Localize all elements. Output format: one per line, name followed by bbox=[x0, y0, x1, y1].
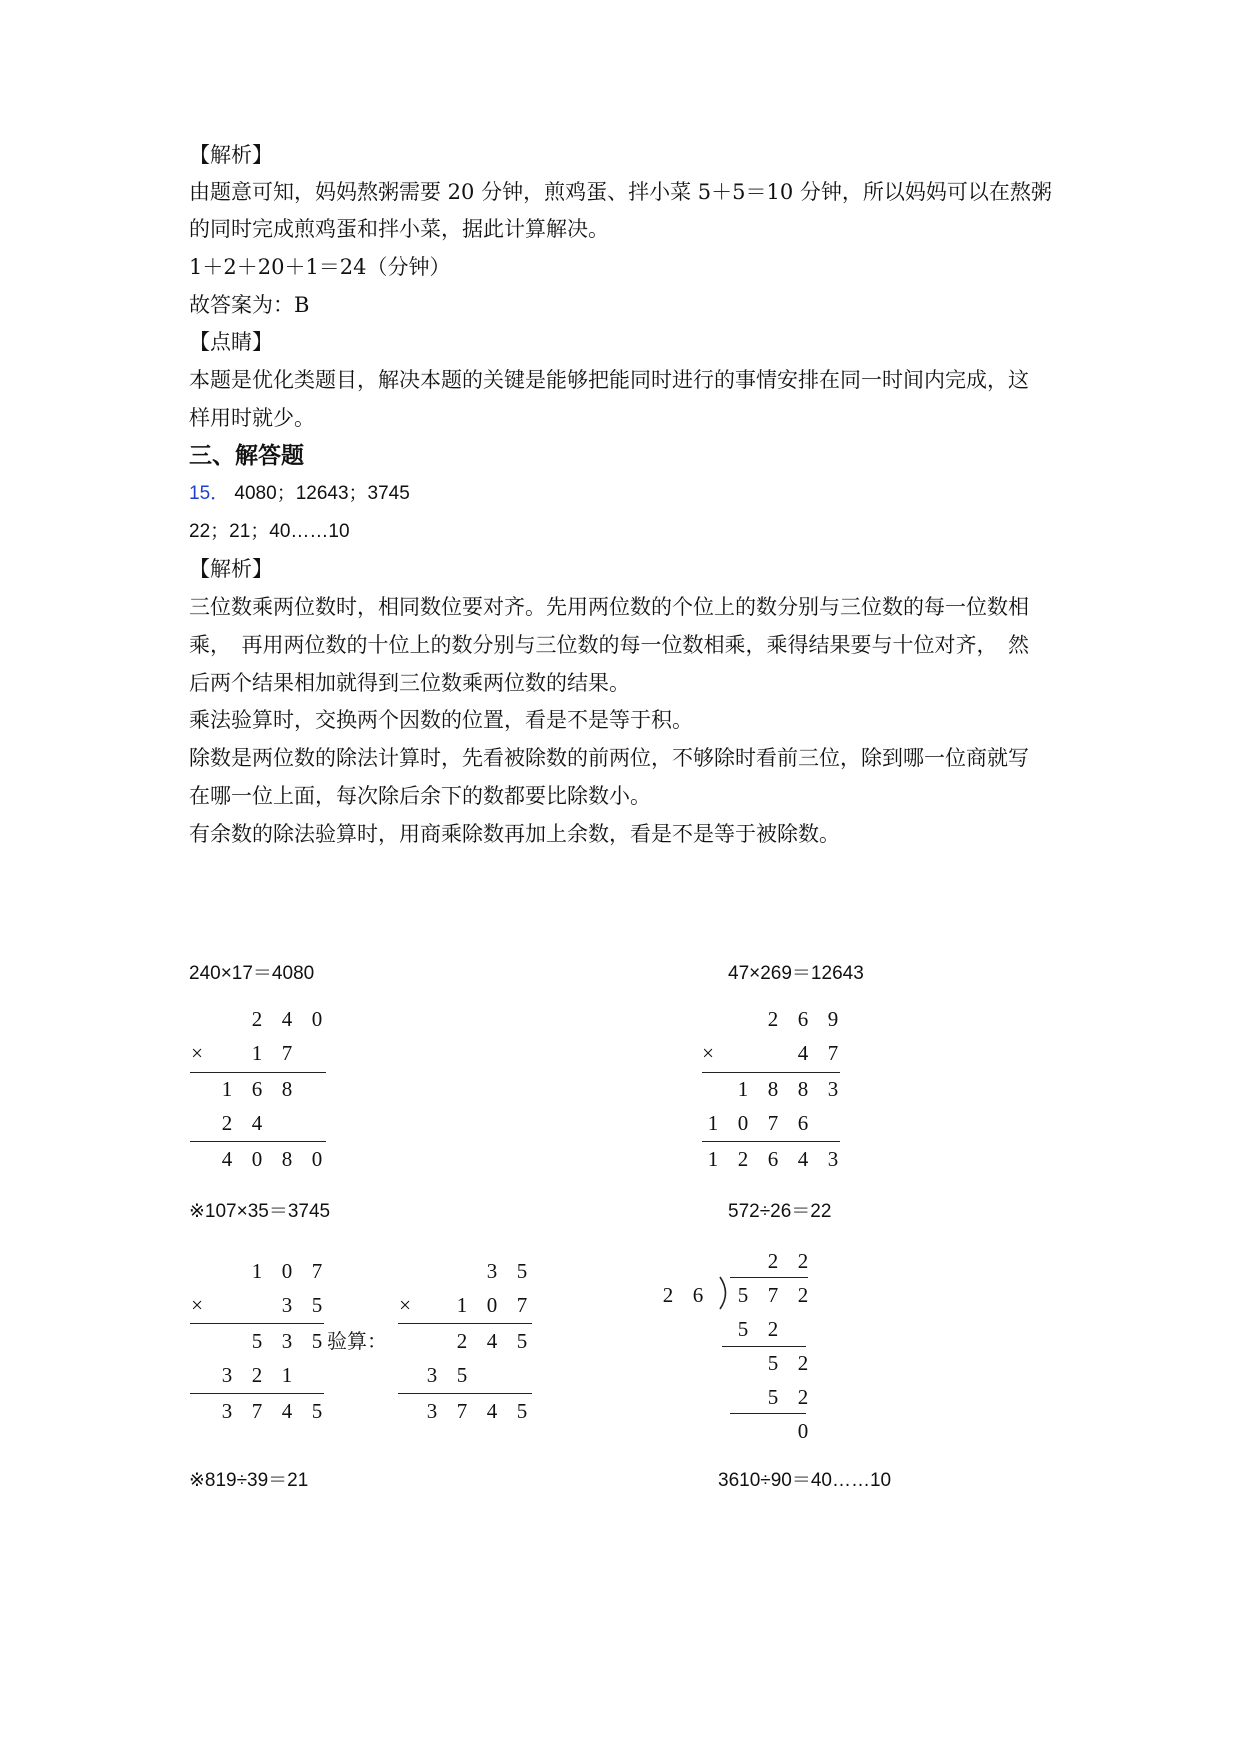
digit: 2 bbox=[797, 1385, 809, 1409]
digit: 5 bbox=[311, 1329, 323, 1353]
question-number: 15． bbox=[189, 483, 230, 504]
calc-title-5: ※819÷39＝21 bbox=[189, 1470, 309, 1491]
digit: 1 bbox=[251, 1041, 263, 1065]
times-sign: × bbox=[191, 1293, 203, 1317]
rule-line bbox=[730, 1413, 806, 1414]
digit: 3 bbox=[426, 1399, 438, 1423]
rule-line bbox=[398, 1393, 532, 1394]
digit: 6 bbox=[767, 1147, 779, 1171]
equation-line: 1＋2＋20＋1＝24（分钟） bbox=[189, 255, 451, 279]
digit: 1 bbox=[456, 1293, 468, 1317]
analysis-text-line-2: 的同时完成煎鸡蛋和拌小菜，据此计算解决。 bbox=[189, 217, 609, 241]
explanation-line-4: 乘法验算时，交换两个因数的位置，看是不是等于积。 bbox=[189, 708, 693, 732]
digit: 5 bbox=[516, 1259, 528, 1283]
quotient-digit: 2 bbox=[767, 1249, 779, 1273]
digit: 8 bbox=[797, 1077, 809, 1101]
digit: 4 bbox=[486, 1399, 498, 1423]
digit: 3 bbox=[281, 1329, 293, 1353]
digit: 3 bbox=[486, 1259, 498, 1283]
digit: 3 bbox=[221, 1363, 233, 1387]
digit: 7 bbox=[767, 1111, 779, 1135]
digit: 4 bbox=[221, 1147, 233, 1171]
explanation-line-6: 在哪一位上面，每次除后余下的数都要比除数小。 bbox=[189, 784, 651, 808]
digit: 3 bbox=[426, 1363, 438, 1387]
rule-line bbox=[190, 1141, 326, 1142]
question-answers-1: 4080；12643；3745 bbox=[234, 483, 410, 504]
digit: 4 bbox=[486, 1329, 498, 1353]
answer-line: 故答案为：B bbox=[189, 293, 310, 317]
calc-title-3: ※107×35＝3745 bbox=[189, 1201, 331, 1222]
digit: 5 bbox=[516, 1329, 528, 1353]
digit: 2 bbox=[797, 1351, 809, 1375]
digit: 7 bbox=[827, 1041, 839, 1065]
digit: 1 bbox=[251, 1259, 263, 1283]
digit: 7 bbox=[516, 1293, 528, 1317]
digit: 7 bbox=[456, 1399, 468, 1423]
digit: 1 bbox=[281, 1363, 293, 1387]
digit: 6 bbox=[251, 1077, 263, 1101]
digit: 0 bbox=[486, 1293, 498, 1317]
section-heading: 三、解答题 bbox=[189, 442, 304, 469]
digit: 0 bbox=[737, 1111, 749, 1135]
calc-title-4: 572÷26＝22 bbox=[728, 1201, 832, 1222]
digit: 0 bbox=[281, 1259, 293, 1283]
comment-text-line-2: 样用时就少。 bbox=[189, 406, 315, 430]
digit: 3 bbox=[281, 1293, 293, 1317]
divisor-digit: 2 bbox=[662, 1283, 674, 1307]
digit: 4 bbox=[797, 1041, 809, 1065]
calc-title-2: 47×269＝12643 bbox=[728, 963, 864, 984]
digit: 3 bbox=[827, 1077, 839, 1101]
digit: 3 bbox=[221, 1399, 233, 1423]
digit: 5 bbox=[767, 1385, 779, 1409]
calc-title-1: 240×17＝4080 bbox=[189, 963, 315, 984]
remainder-digit: 0 bbox=[797, 1419, 809, 1443]
digit: 0 bbox=[311, 1007, 323, 1031]
times-sign: × bbox=[399, 1293, 411, 1317]
digit: 3 bbox=[827, 1147, 839, 1171]
digit: 1 bbox=[221, 1077, 233, 1101]
digit: 1 bbox=[737, 1077, 749, 1101]
question-15-answers bbox=[189, 480, 410, 508]
explanation-line-7: 有余数的除法验算时，用商乘除数再加上余数，看是不是等于被除数。 bbox=[189, 822, 840, 846]
explanation-line-2: 乘， 再用两位数的十位上的数分别与三位数的每一位数相乘，乘得结果要与十位对齐， 然 bbox=[189, 633, 1029, 657]
digit: 5 bbox=[767, 1351, 779, 1375]
analysis-label-1: 【解析】 bbox=[189, 143, 273, 167]
digit: 6 bbox=[797, 1111, 809, 1135]
calc-title-6: 3610÷90＝40……10 bbox=[718, 1470, 892, 1491]
digit: 5 bbox=[251, 1329, 263, 1353]
digit: 4 bbox=[797, 1147, 809, 1171]
digit: 7 bbox=[311, 1259, 323, 1283]
digit: 5 bbox=[737, 1317, 749, 1341]
digit: 2 bbox=[767, 1007, 779, 1031]
digit: 7 bbox=[251, 1399, 263, 1423]
digit: 5 bbox=[311, 1399, 323, 1423]
rule-line bbox=[398, 1323, 532, 1324]
digit: 8 bbox=[281, 1147, 293, 1171]
digit: 0 bbox=[311, 1147, 323, 1171]
rule-line bbox=[190, 1393, 324, 1394]
explanation-line-1: 三位数乘两位数时，相同数位要对齐。先用两位数的个位上的数分别与三位数的每一位数相 bbox=[189, 595, 1029, 619]
analysis-text-line-1: 由题意可知，妈妈熬粥需要 20 分钟，煎鸡蛋、拌小菜 5＋5＝10 分钟，所以妈妈可以在熬粥 bbox=[189, 180, 1052, 204]
verify-label: 验算： bbox=[327, 1329, 387, 1353]
digit: 1 bbox=[707, 1147, 719, 1171]
digit: 0 bbox=[251, 1147, 263, 1171]
explanation-line-5: 除数是两位数的除法计算时，先看被除数的前两位，不够除时看前三位，除到哪一位商就写 bbox=[189, 746, 1029, 770]
digit: 1 bbox=[707, 1111, 719, 1135]
digit: 2 bbox=[251, 1007, 263, 1031]
rule-line bbox=[190, 1072, 326, 1073]
digit: 9 bbox=[827, 1007, 839, 1031]
digit: 5 bbox=[516, 1399, 528, 1423]
comment-text-line-1: 本题是优化类题目，解决本题的关键是能够把能同时进行的事情安排在同一时间内完成，这 bbox=[189, 368, 1029, 392]
comment-label: 【点睛】 bbox=[189, 330, 273, 354]
digit: 5 bbox=[456, 1363, 468, 1387]
digit: 2 bbox=[737, 1147, 749, 1171]
digit: 2 bbox=[456, 1329, 468, 1353]
rule-line bbox=[702, 1141, 840, 1142]
digit: 2 bbox=[221, 1111, 233, 1135]
explanation-line-3: 后两个结果相加就得到三位数乘两位数的结果。 bbox=[189, 671, 630, 695]
times-sign: × bbox=[702, 1041, 714, 1065]
rule-line bbox=[722, 1346, 806, 1347]
dividend-digit: 7 bbox=[767, 1283, 779, 1307]
analysis-label-2: 【解析】 bbox=[189, 557, 273, 581]
division-bar bbox=[730, 1277, 808, 1278]
digit: 4 bbox=[251, 1111, 263, 1135]
digit: 4 bbox=[281, 1007, 293, 1031]
digit: 8 bbox=[767, 1077, 779, 1101]
times-sign: × bbox=[191, 1041, 203, 1065]
rule-line bbox=[702, 1072, 840, 1073]
digit: 6 bbox=[797, 1007, 809, 1031]
digit: 7 bbox=[281, 1041, 293, 1065]
dividend-digit: 5 bbox=[737, 1283, 749, 1307]
digit: 8 bbox=[281, 1077, 293, 1101]
divisor-digit: 6 bbox=[692, 1283, 704, 1307]
digit: 2 bbox=[767, 1317, 779, 1341]
digit: 2 bbox=[251, 1363, 263, 1387]
digit: 4 bbox=[281, 1399, 293, 1423]
dividend-digit: 2 bbox=[797, 1283, 809, 1307]
rule-line bbox=[190, 1323, 324, 1324]
quotient-digit: 2 bbox=[797, 1249, 809, 1273]
digit: 5 bbox=[311, 1293, 323, 1317]
question-answers-2: 22；21；40……10 bbox=[189, 521, 350, 542]
